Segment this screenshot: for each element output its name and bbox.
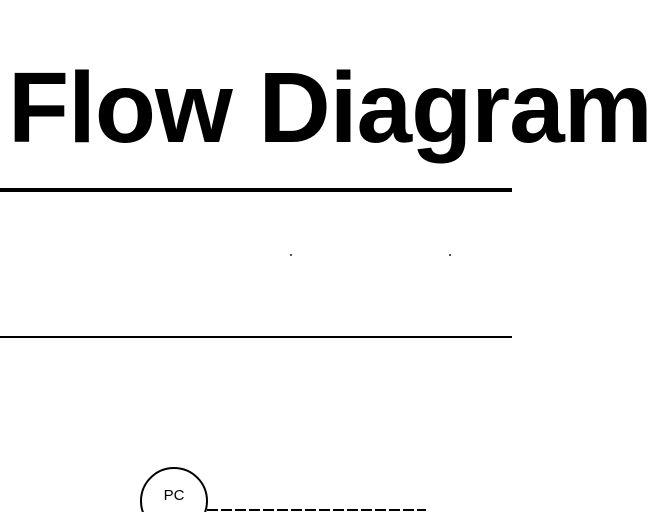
title-divider-bottom [0, 336, 512, 338]
title-divider-top [0, 188, 512, 192]
speck-mark [449, 254, 451, 256]
speck-mark [290, 254, 292, 256]
flow-diagram [0, 470, 512, 512]
page-title: Flow Diagram [8, 52, 652, 164]
pressure-controller-tag: PC [163, 487, 185, 504]
